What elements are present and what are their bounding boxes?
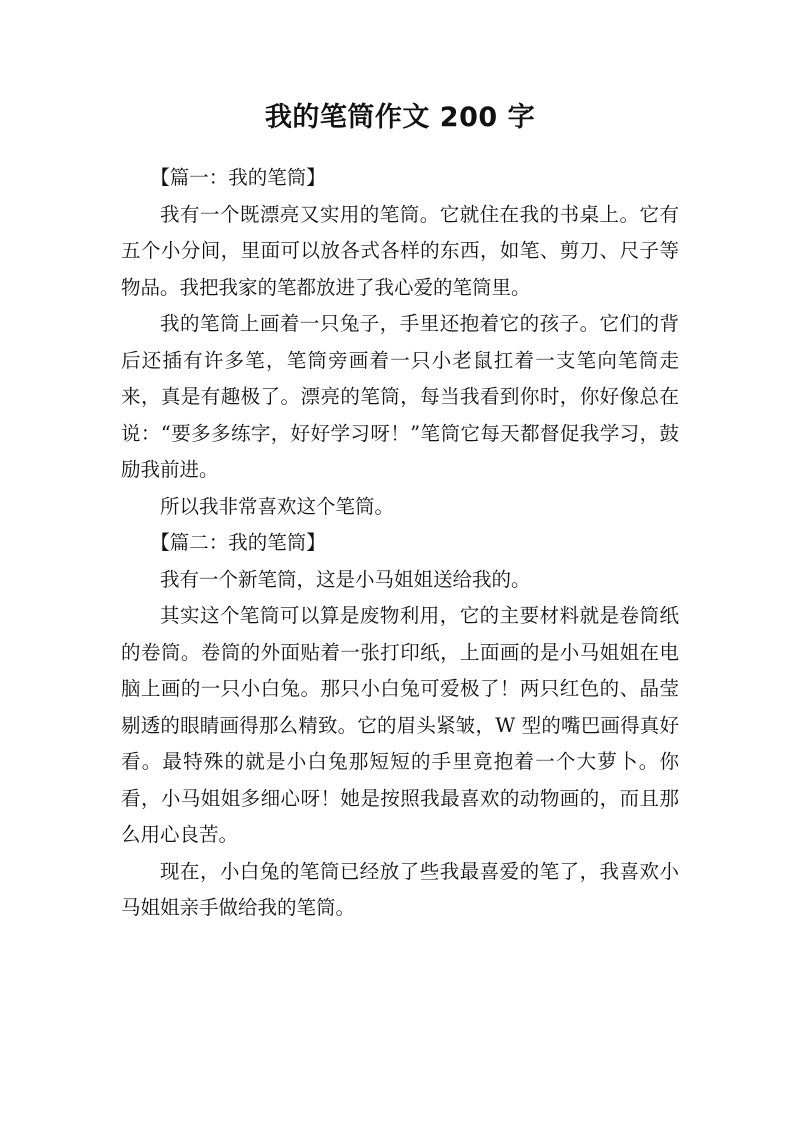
paragraph-4: 我有一个新笔筒，这是小马姐姐送给我的。 <box>160 567 531 591</box>
paragraph-6: 现在，小白兔的笔筒已经放了些我最喜爱的笔了，我喜欢小马姐姐亲手做给我的笔筒。 <box>121 859 679 919</box>
paragraph-2: 我的笔筒上画着一只兔子，手里还抱着它的孩子。它们的背后还插有许多笔，笔筒旁画着一只小老鼠扛着一支笔向笔筒走来，真是有趣极了。漂亮的笔筒，每当我看到你时，你好像总在说：“要多多练字，好好学习呀！”笔筒它每天都督促我学习，鼓励我前进。 <box>121 312 679 481</box>
document-title: 我的笔筒作文 200 字 <box>264 102 536 133</box>
document-body <box>121 160 679 927</box>
section-heading-1: 【篇一：我的笔筒】 <box>150 166 326 189</box>
paragraph-3: 所以我非常喜欢这个笔筒。 <box>160 494 395 518</box>
paragraph-1: 我有一个既漂亮又实用的笔筒。它就住在我的书桌上。它有五个小分间，里面可以放各式各样的东西，如笔、剪刀、尺子等物品。我把我家的笔都放进了我心爱的笔筒里。 <box>121 202 679 299</box>
paragraph-5: 其实这个笔筒可以算是废物利用，它的主要材料就是卷筒纸的卷筒。卷筒的外面贴着一张打印纸，上面画的是小马姐姐在电脑上画的一只小白兔。那只小白兔可爱极了！两只红色的、晶莹剔透的眼睛画得那么精致。它的眉头紧皱，W 型的嘴巴画得真好看。最特殊的就是小白兔那短短的手里竟抱着一个大萝卜。你看，小马姐姐多细心呀！她是按照我最喜欢的动物画的，而且那么用心良苦。 <box>121 604 679 846</box>
section-heading-2: 【篇二：我的笔筒】 <box>150 531 326 554</box>
